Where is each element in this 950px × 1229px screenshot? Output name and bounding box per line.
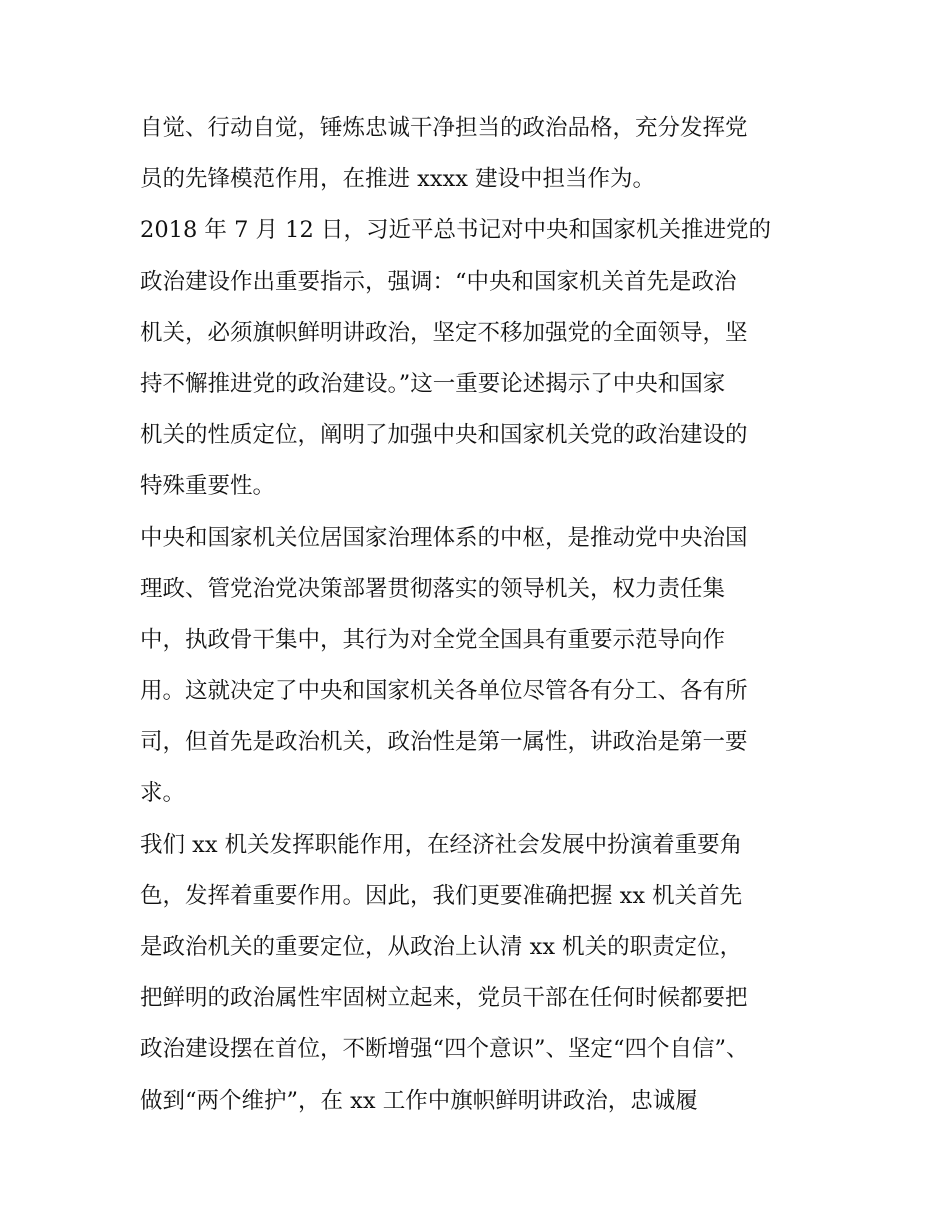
document-body	[140, 103, 812, 1127]
text-line: 政治建设作出重要指示，强调：“中央和国家机关首先是政治	[140, 268, 737, 295]
text-line: 员的先锋模范作用，在推进 xxxx 建设中担当作为。	[140, 166, 656, 193]
text-line: 我们 xx 机关发挥职能作用，在经济社会发展中扮演着重要角	[140, 831, 743, 858]
text-line: 是政治机关的重要定位，从政治上认清 xx 机关的职责定位，	[140, 934, 743, 960]
text-line: 色，发挥着重要作用。因此，我们更要准确把握 xx 机关首先	[140, 882, 743, 909]
text-line: 政治建设摆在首位，不断增强“四个意识”、坚定“四个自信”、	[140, 1036, 749, 1063]
text-line: 中央和国家机关位居国家治理体系的中枢，是推动党中央治国	[140, 524, 748, 551]
text-line: 理政、管党治党决策部署贯彻落实的领导机关，权力责任集	[140, 575, 726, 602]
text-line: 持不懈推进党的政治建设。”这一重要论述揭示了中央和国家	[140, 370, 726, 397]
text-line: 2018 年 7 月 12 日，习近平总书记对中央和国家机关推进党的	[140, 217, 771, 244]
text-line: 自觉、行动自觉，锤炼忠诚干净担当的政治品格，充分发挥党	[140, 115, 748, 141]
text-line: 把鲜明的政治属性牢固树立起来，党员干部在任何时候都要把	[140, 985, 748, 1012]
text-line: 中，执政骨干集中，其行为对全党全国具有重要示范导向作	[140, 626, 726, 653]
text-line: 特殊重要性。	[140, 473, 276, 500]
text-line: 机关，必须旗帜鲜明讲政治，坚定不移加强党的全面领导，坚	[140, 319, 748, 346]
text-line: 做到“两个维护”，在 xx 工作中旗帜鲜明讲政治，忠诚履	[140, 1087, 698, 1114]
text-line: 求。	[140, 780, 186, 807]
text-line: 机关的性质定位，阐明了加强中央和国家机关党的政治建设的	[140, 422, 748, 449]
text-line: 司，但首先是政治机关，政治性是第一属性，讲政治是第一要	[140, 729, 748, 756]
text-line: 用。这就决定了中央和国家机关各单位尽管各有分工、各有所	[140, 678, 748, 705]
